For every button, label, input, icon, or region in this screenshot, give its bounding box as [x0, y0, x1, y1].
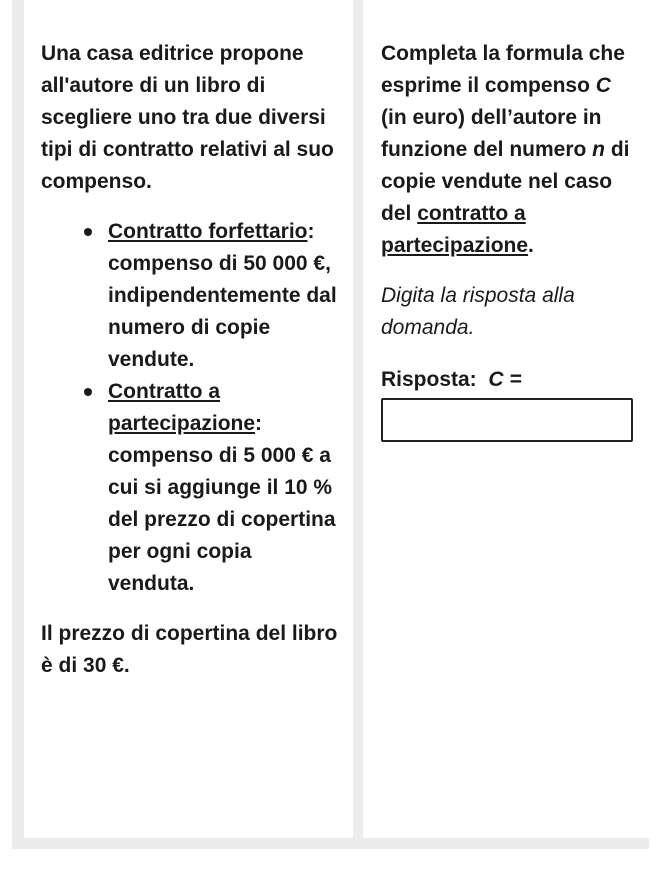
var-n: n	[592, 138, 605, 161]
bullet-icon	[84, 388, 92, 396]
contract-desc: compenso di 50 000 €, indipendentemente dal numero di copie vendute.	[108, 252, 337, 371]
question-panel	[363, 0, 649, 838]
contract-reference: contratto a partecipazione	[381, 202, 529, 257]
answer-variable: C =	[488, 368, 522, 391]
question-text: Completa la formula che esprime il compenso C (in euro) dell’autore in funzione del numero n di copie vendute nel caso del contratto a partecipazione.	[381, 42, 630, 257]
contract-item-partecipazione: Contratto a partecipazione: compenso di 5 000 € a cui si aggiunge il 10 % del prezzo di copertina per ogni copia venduta.	[108, 376, 339, 600]
bullet-icon	[84, 228, 92, 236]
answer-input[interactable]	[381, 398, 633, 442]
var-c: C	[595, 74, 611, 97]
page-frame	[12, 0, 649, 849]
answer-label: Risposta: C =	[381, 368, 522, 391]
problem-panel	[24, 0, 353, 838]
contract-desc: compenso di 5 000 € a cui si aggiunge il 10 % del prezzo di copertina per ogni copia venduta.	[108, 444, 336, 595]
contract-list	[41, 216, 339, 600]
price-note: Il prezzo di copertina del libro è di 30 €.	[41, 622, 338, 677]
contract-name: Contratto a partecipazione	[108, 380, 256, 435]
instruction-text: Digita la risposta alla domanda.	[381, 284, 575, 339]
contract-name: Contratto forfettario	[108, 220, 308, 243]
contract-item-forfettario: Contratto forfettario: compenso di 50 000 €, indipendentemente dal numero di copie vendute.	[108, 216, 339, 376]
problem-intro: Una casa editrice propone all'autore di un libro di scegliere uno tra due diversi tipi di contratto relativi al suo compenso.	[41, 42, 334, 193]
